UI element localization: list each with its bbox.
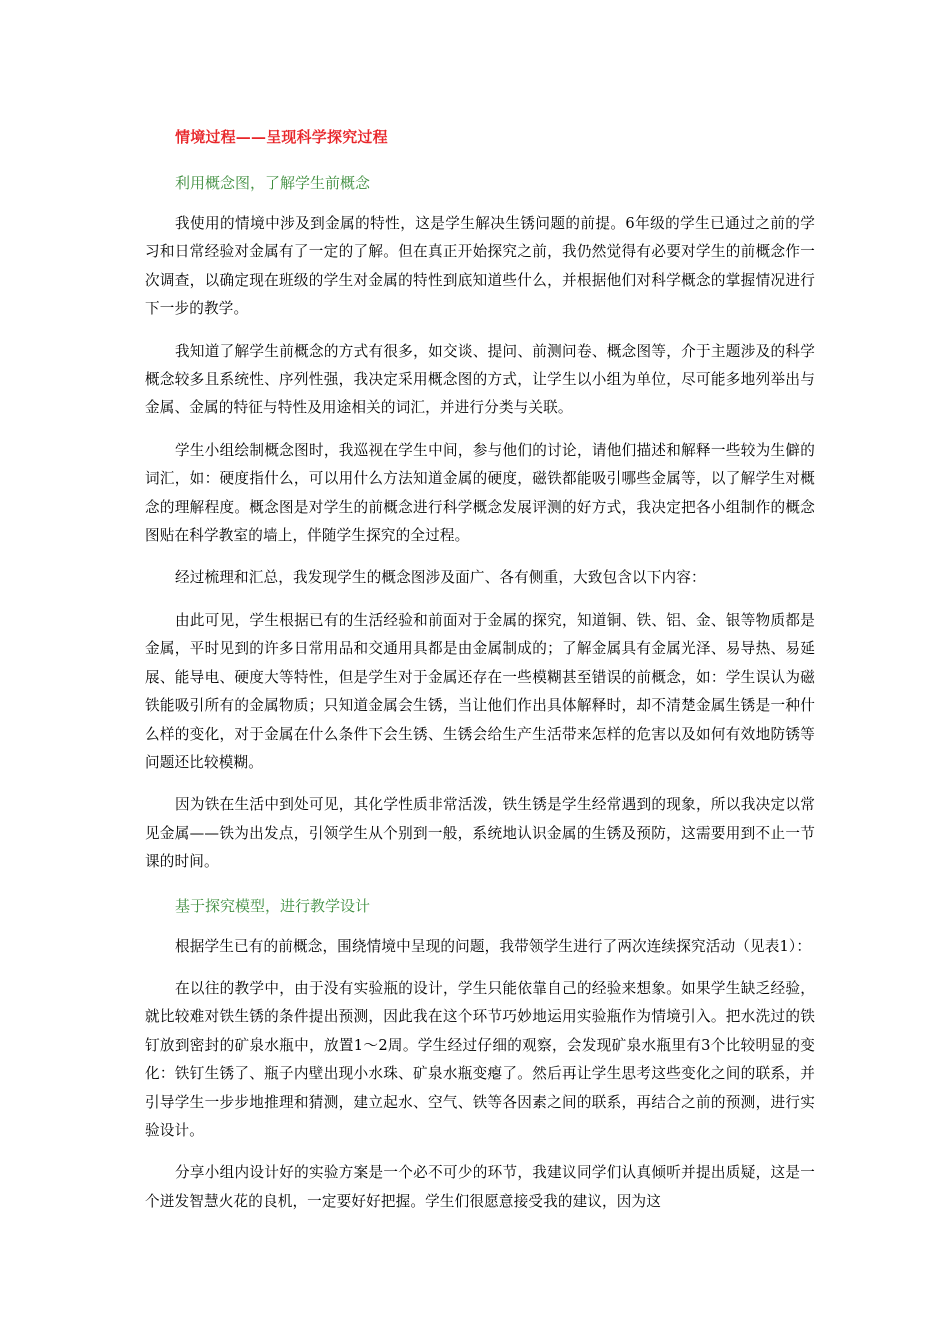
paragraph: 根据学生已有的前概念，围绕情境中呈现的问题，我带领学生进行了两次连续探究活动（见表1）：	[175, 937, 812, 955]
paragraph: 因为铁在生活中到处可见，其化学性质非常活泼，铁生锈是学生经常遇到的现象，所以我决定以常见金属——铁为出发点，引领学生从个别到一般，系统地认识金属的生锈及预防，这需要用到不止一节课的时间。	[145, 796, 815, 871]
paragraph: 由此可见，学生根据已有的生活经验和前面对于金属的探究，知道铜、铁、铝、金、银等物质都是金属，平时见到的许多日常用品和交通用具都是由金属制成的；了解金属具有金属光泽、易导热、易延展、能导电、硬度大等特性，但是学生对于金属还存在一些模糊甚至错误的前概念，如：学生误认为磁铁能吸引所有的金属物质；只知道金属会生锈，当让他们作出具体解释时，却不清楚金属生锈是一种什么样的变化，对于金属在什么条件下会生锈、生锈会给生产生活带来怎样的危害以及如何有效地防锈等问题还比较模糊。	[145, 611, 815, 771]
paragraph: 在以往的教学中，由于没有实验瓶的设计，学生只能依靠自己的经验来想象。如果学生缺乏经验，就比较难对铁生锈的条件提出预测，因此我在这个环节巧妙地运用实验瓶作为情境引入。把水洗过的铁钉放到密封的矿泉水瓶中，放置1～2周。学生经过仔细的观察，会发现矿泉水瓶里有3个比较明显的变化：铁钉生锈了、瓶子内壁出现小水珠、矿泉水瓶变瘪了。然后再让学生思考这些变化之间的联系，并引导学生一步步地推理和猜测，建立起水、空气、铁等各因素之间的联系，再结合之前的预测，进行实验设计。	[145, 979, 815, 1139]
paragraph: 分享小组内设计好的实验方案是一个必不可少的环节，我建议同学们认真倾听并提出质疑，这是一个迸发智慧火花的良机，一定要好好把握。学生们很愿意接受我的建议，因为这	[145, 1164, 815, 1210]
document-title: 情境过程——呈现科学探究过程	[175, 128, 388, 146]
paragraph: 学生小组绘制概念图时，我巡视在学生中间，参与他们的讨论，请他们描述和解释一些较为生僻的词汇，如：硬度指什么，可以用什么方法知道金属的硬度，磁铁都能吸引哪些金属等，以了解学生对概念的理解程度。概念图是对学生的前概念进行科学概念发展评测的好方式，我决定把各小组制作的概念图贴在科学教室的墙上，伴随学生探究的全过程。	[145, 441, 815, 545]
document-page	[145, 122, 815, 1230]
section-heading-concept-map: 利用概念图，了解学生前概念	[175, 174, 371, 192]
paragraph: 我使用的情境中涉及到金属的特性，这是学生解决生锈问题的前提。6年级的学生已通过之前的学习和日常经验对金属有了一定的了解。但在真正开始探究之前，我仍然觉得有必要对学生的前概念作一次调查，以确定现在班级的学生对金属的特性到底知道些什么，并根据他们对科学概念的掌握情况进行下一步的教学。	[145, 215, 815, 318]
paragraph: 经过梳理和汇总，我发现学生的概念图涉及面广、各有侧重，大致包含以下内容：	[175, 569, 706, 587]
paragraph: 我知道了解学生前概念的方式有很多，如交谈、提问、前测问卷、概念图等，介于主题涉及的科学概念较多且系统性、序列性强，我决定采用概念图的方式，让学生以小组为单位，尽可能多地列举出与金属、金属的特征与特性及用途相关的词汇，并进行分类与关联。	[145, 342, 815, 417]
section-heading-inquiry-model: 基于探究模型，进行教学设计	[175, 896, 371, 915]
